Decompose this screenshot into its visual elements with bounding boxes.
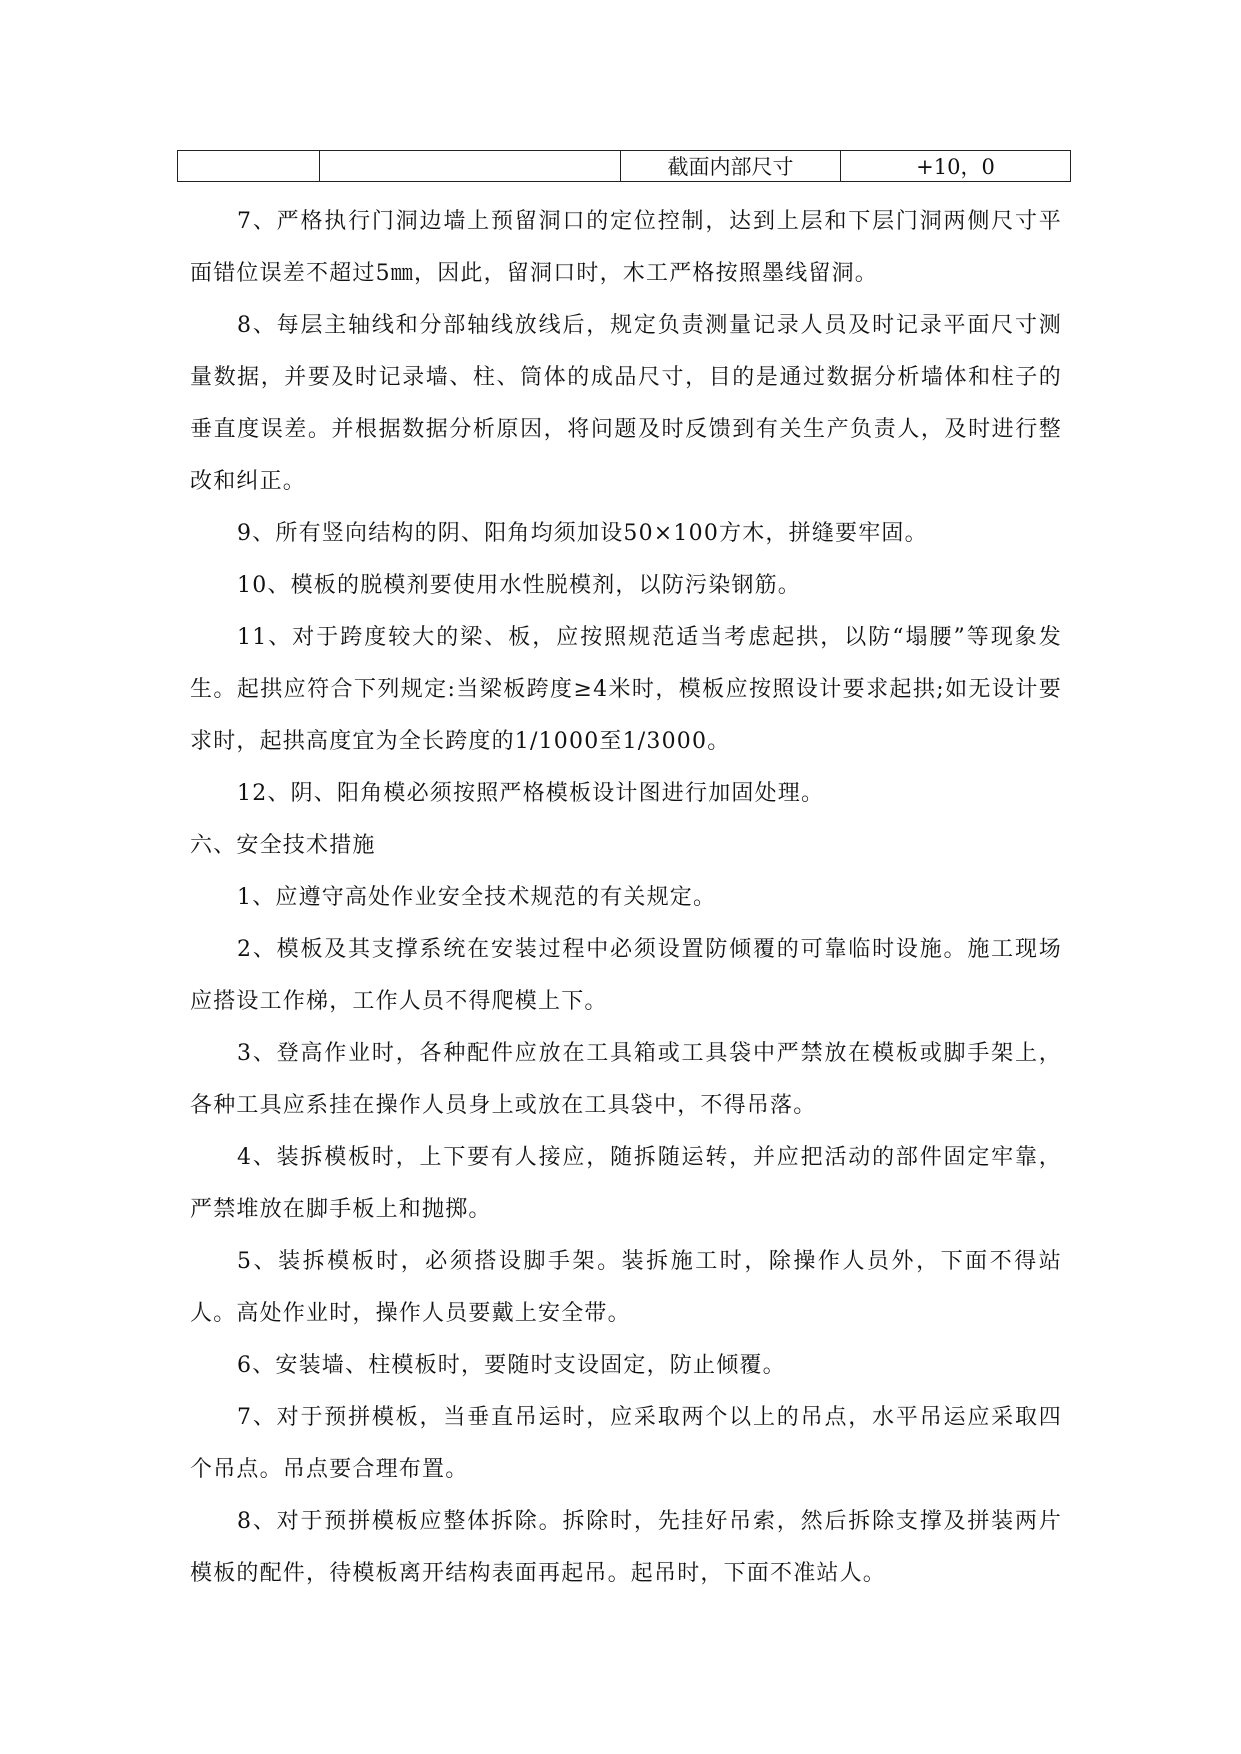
document-body [190, 196, 1062, 1600]
safety-item-2: 2、模板及其支撑系统在安装过程中必须设置防倾覆的可靠临时设施。施工现场应搭设工作梯，工作人员不得爬模上下。 [190, 937, 1062, 1014]
safety-item-6: 6、安装墙、柱模板时，要随时支设固定，防止倾覆。 [237, 1353, 786, 1378]
paragraph-item-12: 12、阴、阳角模必须按照严格模板设计图进行加固处理。 [237, 781, 825, 806]
table-cell: 截面内部尺寸 [621, 151, 841, 182]
paragraph-item-10: 10、模板的脱模剂要使用水性脱模剂，以防污染钢筋。 [237, 573, 801, 598]
paragraph-item-9: 9、所有竖向结构的阴、阳角均须加设50×100方木，拼缝要牢固。 [237, 521, 928, 546]
table-cell: +10，0 [841, 151, 1071, 182]
table-row [178, 151, 1071, 182]
safety-item-4: 4、装拆模板时，上下要有人接应，随拆随运转，并应把活动的部件固定牢靠，严禁堆放在脚手板上和抛掷。 [190, 1145, 1062, 1222]
paragraph-item-11: 11、对于跨度较大的梁、板，应按照规范适当考虑起拱，以防“塌腰”等现象发生。起拱应符合下列规定:当梁板跨度≥4米时，模板应按照设计要求起拱;如无设计要求时，起拱高度宜为全长跨度的1/1000至1/3000。 [190, 625, 1062, 754]
table-cell [320, 151, 621, 182]
safety-item-8: 8、对于预拼模板应整体拆除。拆除时，先挂好吊索，然后拆除支撑及拼装两片模板的配件，待模板离开结构表面再起吊。起吊时，下面不准站人。 [190, 1509, 1062, 1586]
safety-item-3: 3、登高作业时，各种配件应放在工具箱或工具袋中严禁放在模板或脚手架上，各种工具应系挂在操作人员身上或放在工具袋中，不得吊落。 [190, 1041, 1062, 1118]
section-heading: 六、安全技术措施 [190, 833, 376, 858]
paragraph-item-7: 7、严格执行门洞边墙上预留洞口的定位控制，达到上层和下层门洞两侧尺寸平面错位误差不超过5㎜，因此，留洞口时，木工严格按照墨线留洞。 [190, 209, 1062, 286]
tolerance-table [177, 150, 1071, 182]
table-cell [178, 151, 320, 182]
safety-item-7: 7、对于预拼模板，当垂直吊运时，应采取两个以上的吊点，水平吊运应采取四个吊点。吊点要合理布置。 [190, 1405, 1062, 1482]
safety-item-1: 1、应遵守高处作业安全技术规范的有关规定。 [237, 885, 717, 910]
paragraph-item-8: 8、每层主轴线和分部轴线放线后，规定负责测量记录人员及时记录平面尺寸测量数据，并要及时记录墙、柱、筒体的成品尺寸，目的是通过数据分析墙体和柱子的垂直度误差。并根据数据分析原因，将问题及时反馈到有关生产负责人，及时进行整改和纠正。 [190, 313, 1062, 494]
safety-item-5: 5、装拆模板时，必须搭设脚手架。装拆施工时，除操作人员外，下面不得站人。高处作业时，操作人员要戴上安全带。 [190, 1249, 1062, 1326]
